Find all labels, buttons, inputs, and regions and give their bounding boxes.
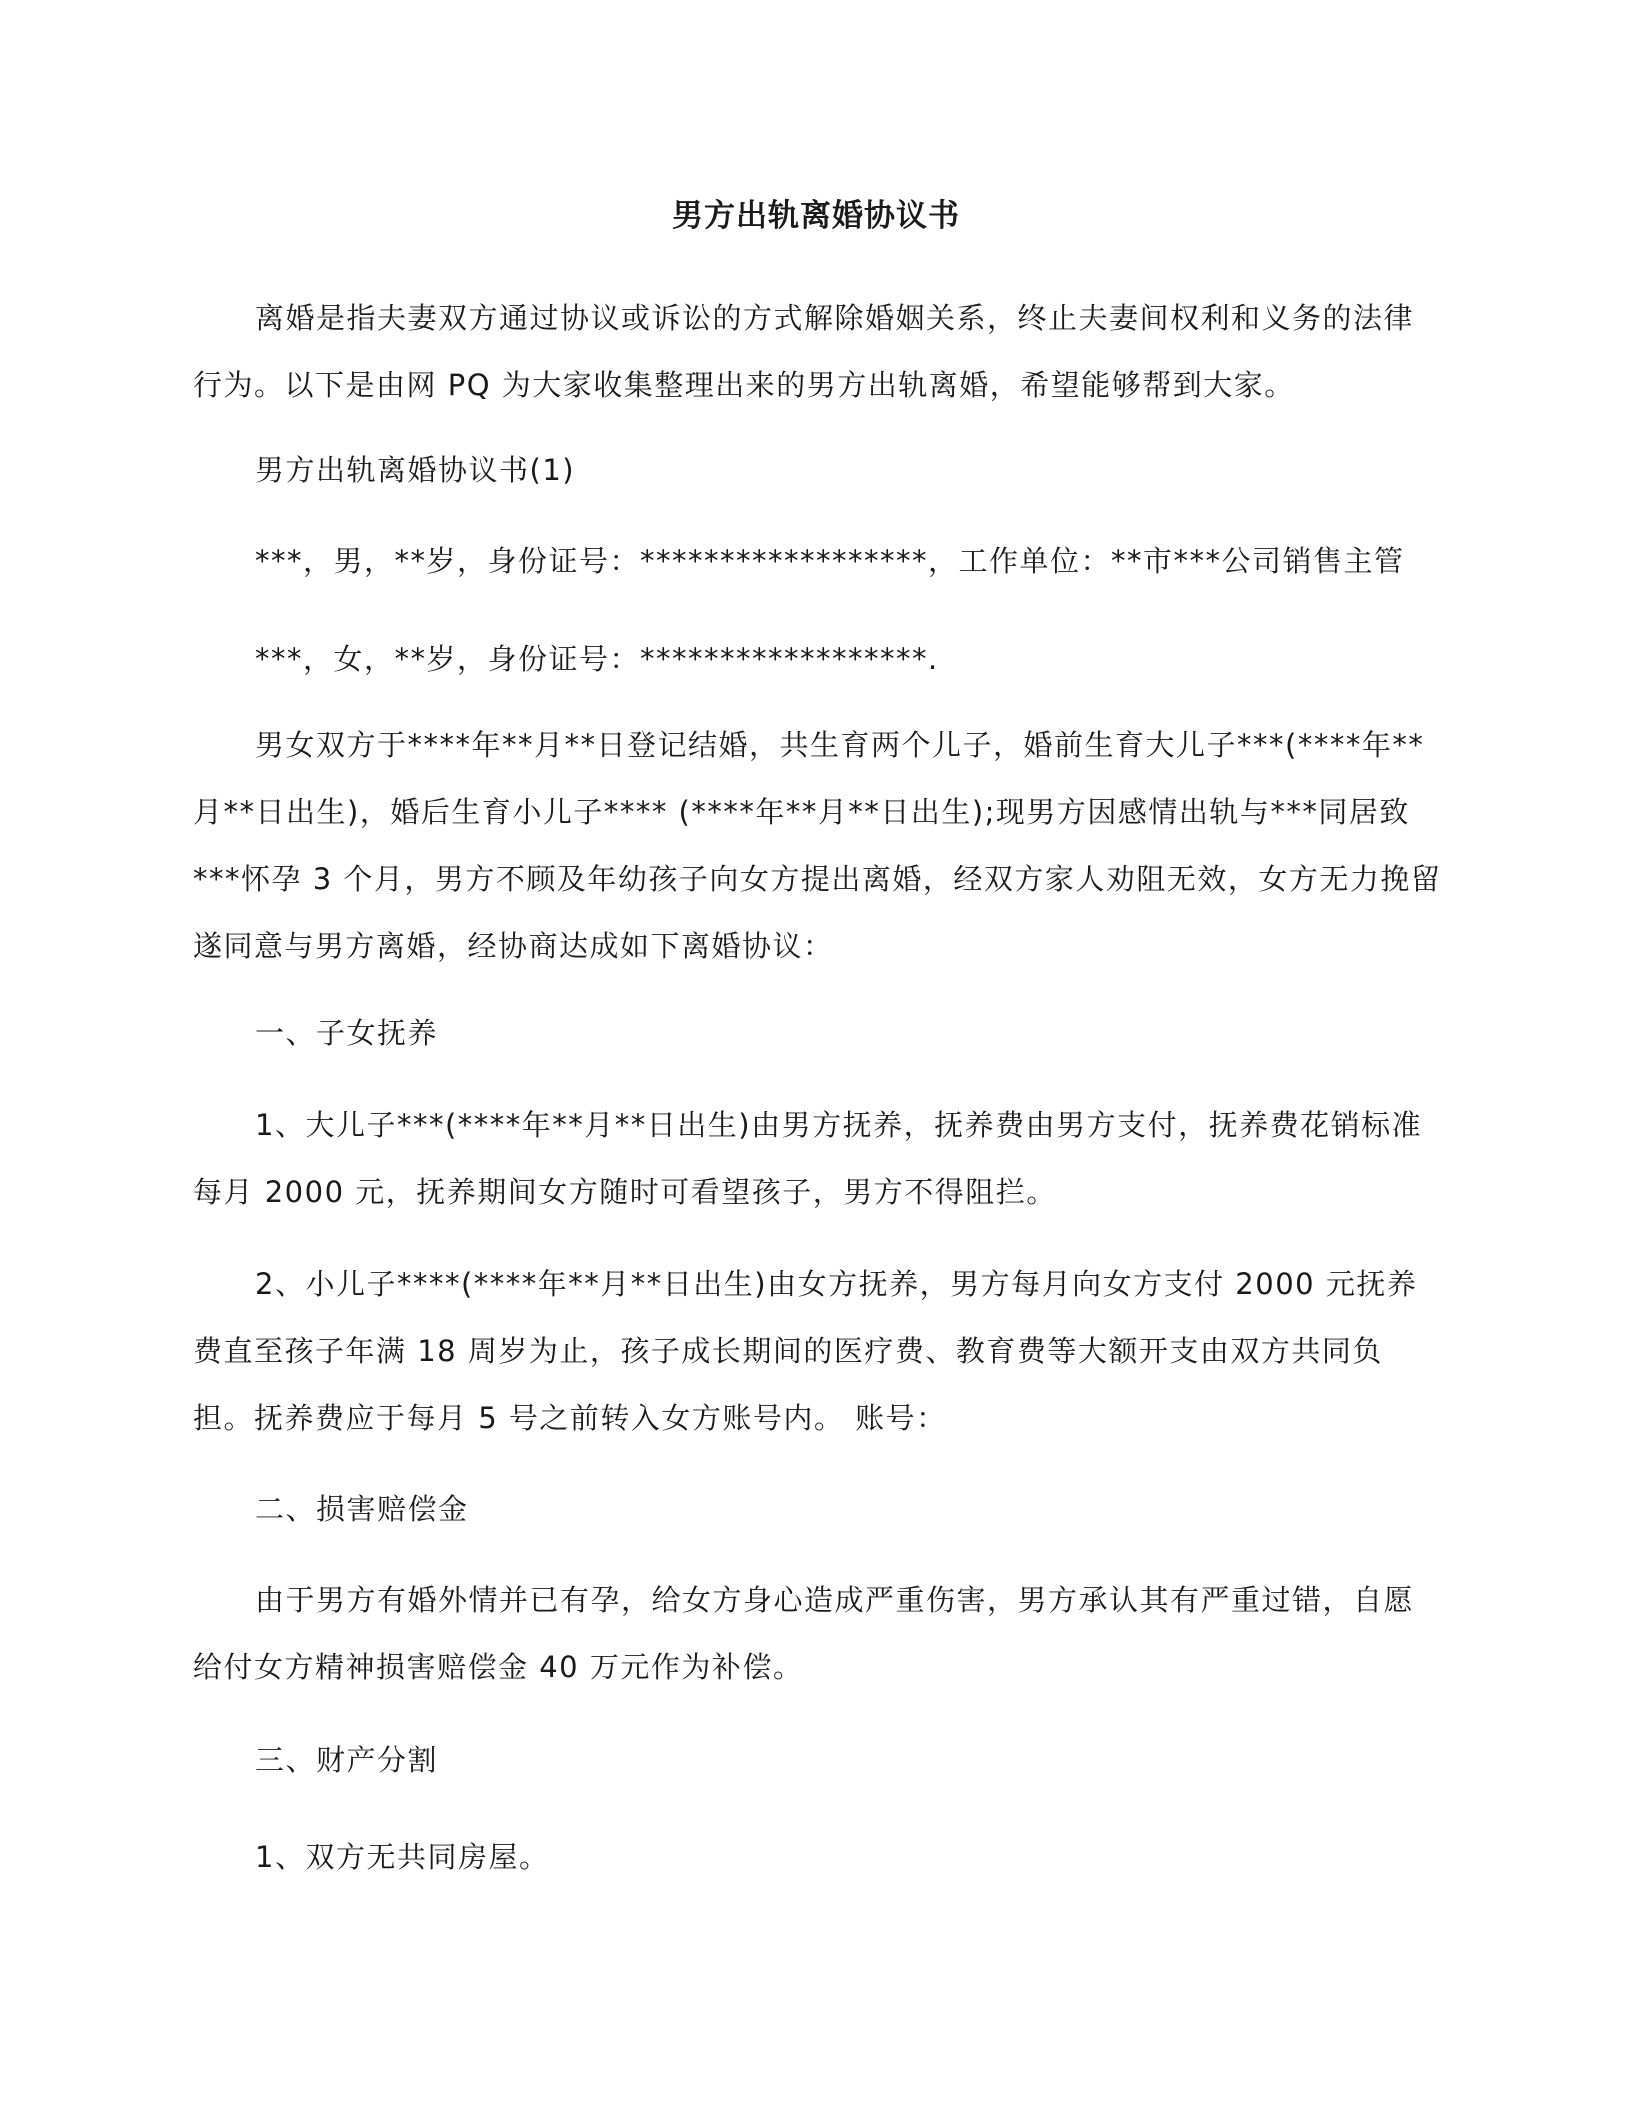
document-title: 男方出轨离婚协议书 (672, 198, 960, 234)
agreement-subtitle: 男方出轨离婚协议书(1) (255, 453, 576, 487)
section-heading-property: 三、财产分割 (255, 1743, 439, 1777)
custody-clause-2: 2、小儿子****(****年**月**日出生)由女方抚养，男方每月向女方支付 2000 元抚养费直至孩子年满 18 周岁为止，孩子成长期间的医疗费、教育费等大额开支由双方共同负担。抚养费应于每月 5 号之前转入女方账号内。 账号： (193, 1267, 1418, 1435)
party-female-info: ***，女，**岁，身份证号：******************. (255, 642, 939, 676)
intro-paragraph: 离婚是指夫妻双方通过协议或诉讼的方式解除婚姻关系，终止夫妻间权利和义务的法律行为。以下是由网 PQ 为大家收集整理出来的男方出轨离婚，希望能够帮到大家。 (193, 301, 1415, 402)
background-paragraph: 男女双方于****年**月**日登记结婚，共生育两个儿子，婚前生育大儿子***(****年**月**日出生)，婚后生育小儿子**** (****年**月**日出生);现男方因感情出轨与***同居致***怀孕 3 个月，男方不顾及年幼孩子向女方提出离婚，经双方家人劝阻无效，女方无力挽留遂同意与男方离婚，经协商达成如下离婚协议： (193, 728, 1442, 963)
damages-paragraph: 由于男方有婚外情并已有孕，给女方身心造成严重伤害，男方承认其有严重过错，自愿给付女方精神损害赔偿金 40 万元作为补偿。 (193, 1583, 1415, 1684)
section-heading-damages: 二、损害赔偿金 (255, 1492, 469, 1526)
custody-clause-1: 1、大儿子***(****年**月**日出生)由男方抚养，抚养费由男方支付，抚养费花销标准每月 2000 元，抚养期间女方随时可看望孩子，男方不得阻拦。 (193, 1108, 1423, 1209)
section-heading-child-custody: 一、子女抚养 (255, 1016, 439, 1050)
party-male-info: ***，男，**岁，身份证号：******************，工作单位：**市***公司销售主管 (255, 544, 1405, 578)
property-clause-1: 1、双方无共同房屋。 (255, 1840, 550, 1874)
